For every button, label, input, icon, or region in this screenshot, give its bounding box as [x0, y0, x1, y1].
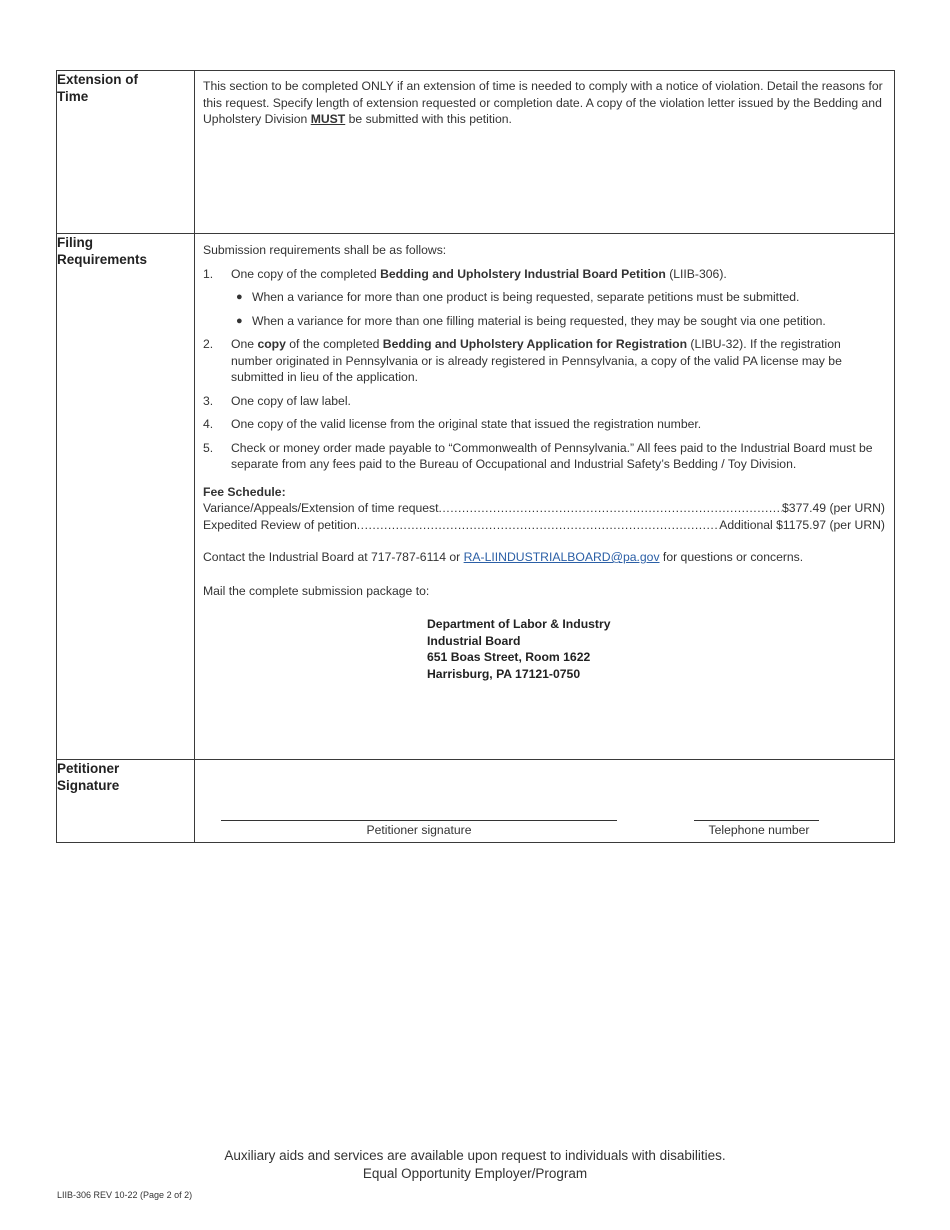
dot-leader — [357, 517, 719, 534]
form-id: LIIB-306 REV 10-22 (Page 2 of 2) — [57, 1190, 193, 1200]
requirement-item: 3. One copy of law label. — [203, 393, 351, 408]
signature-line[interactable] — [221, 820, 617, 821]
filing-requirements-label: Filing Requirements — [57, 234, 195, 760]
signature-caption: Petitioner signature — [366, 823, 472, 837]
dot-leader — [439, 500, 783, 517]
requirement-item: 2. One copy of the completed Bedding and Upholstery Application for Registration (LIBU-32). If the registration number originated in Pennsylvania or is already registered in Pennsylvania, a copy of the valid PA license may be submitted in lieu of the application. — [203, 337, 842, 384]
telephone-caption: Telephone number — [708, 823, 810, 837]
petitioner-signature-label: Petitioner Signature — [57, 760, 195, 843]
bullet-icon: ● — [236, 291, 243, 303]
requirement-bullet: ● When a variance for more than one filling material is being requested, they may be sought via one petition. — [236, 313, 826, 328]
petitioner-signature-row — [57, 760, 895, 843]
extension-of-time-field[interactable] — [195, 71, 895, 234]
accessibility-notice: Auxiliary aids and services are available upon request to individuals with disabilities. — [224, 1148, 726, 1163]
equal-opportunity-notice: Equal Opportunity Employer/Program — [362, 1166, 588, 1181]
contact-info: Contact the Industrial Board at 717-787-6114 or RA-LIINDUSTRIALBOARD@pa.gov for questions or concerns. — [203, 550, 804, 564]
requirement-item: 1. One copy of the completed Bedding and Upholstery Industrial Board Petition (LIIB-306). — [203, 266, 727, 281]
must-emphasis: MUST — [310, 112, 346, 126]
fee-line-variance: Variance/Appeals/Extension of time request ..... $377.49 (per URN) — [203, 500, 885, 517]
bullet-icon: ● — [236, 314, 243, 327]
requirement-item: 5. Check or money order made payable to “Commonwealth of Pennsylvania.” All fees paid to the Industrial Board must be separate from any fees paid to the Bureau of Occupational and Industrial Safety’s Bedding / Toy Division. — [203, 440, 873, 471]
requirement-item: 4. One copy of the valid license from the original state that issued the registration number. — [203, 417, 702, 431]
requirements-intro: Submission requirements shall be as follows: — [203, 243, 447, 257]
requirement-bullet: ● When a variance for more than one product is being requested, separate petitions must be submitted. — [236, 290, 800, 304]
extension-instructions: This section to be completed ONLY if an extension of time is needed to comply with a notice of violation. Detail the reasons for this request. Specify length of extension requested or completion date. A copy of the violation letter issued by the Bedding and Upholstery Division MUST be submitted with this petition. — [203, 79, 883, 126]
filing-requirements-row — [57, 234, 895, 760]
extension-of-time-label: Extension of Time — [57, 71, 195, 234]
mail-instruction: Mail the complete submission package to: — [203, 583, 430, 598]
filing-requirements-content — [195, 234, 895, 760]
extension-of-time-row — [57, 71, 895, 234]
signature-cell — [195, 760, 895, 843]
contact-email-link[interactable]: RA-LIINDUSTRIALBOARD@pa.gov — [463, 550, 660, 564]
fee-line-expedited: Expedited Review of petition ..... Additional $1175.97 (per URN) — [203, 517, 885, 534]
fee-schedule-heading: Fee Schedule: — [203, 484, 286, 499]
telephone-line[interactable] — [694, 820, 819, 821]
petition-form-table — [56, 70, 895, 843]
mailing-address: Department of Labor & Industry Industrial Board 651 Boas Street, Room 1622 Harrisburg, PA 17121-0750 — [427, 617, 611, 681]
